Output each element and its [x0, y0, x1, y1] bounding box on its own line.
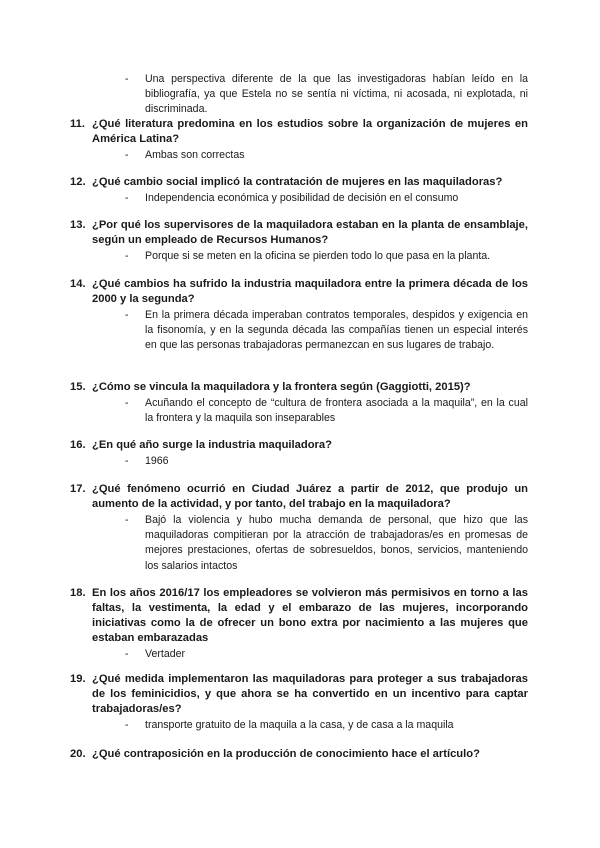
answer	[125, 249, 528, 264]
answer	[125, 454, 528, 469]
question-item-16	[0, 438, 600, 469]
question	[70, 380, 528, 395]
answer	[125, 148, 528, 163]
question-text: ¿Qué contraposición en la producción de conocimiento hace el artículo?	[92, 748, 480, 760]
answer	[125, 513, 528, 574]
question-item-18	[0, 586, 600, 662]
question-text: ¿Qué literatura predomina en los estudios sobre la organización de mujeres en América Latina?	[92, 118, 528, 145]
question	[70, 586, 528, 646]
bullet-dash: -	[125, 648, 129, 660]
question-text: ¿Por qué los supervisores de la maquiladora estaban en la planta de ensamblaje, según un empleado de Recursos Humanos?	[92, 219, 528, 246]
answer	[125, 308, 528, 354]
question-text: ¿Qué fenómeno ocurrió en Ciudad Juárez a partir de 2012, que produjo un aumento de la actividad, y por tanto, del trabajo en la maquiladora?	[92, 483, 528, 510]
question-item-14	[0, 277, 600, 354]
answer	[125, 647, 528, 662]
question-text: En los años 2016/17 los empleadores se volvieron más permisivos en torno a las faltas, la vestimenta, la edad y el embarazo de las mujeres, incorporando iniciativas como la de ofrecer un bono extra por nacimiento a las mujeres que estaban embarazadas	[92, 587, 528, 644]
bullet-dash: -	[125, 309, 129, 321]
question-number: 19.	[70, 673, 86, 685]
question-number: 20.	[70, 748, 86, 760]
question-item-17	[0, 482, 600, 574]
question-text: ¿Cómo se vincula la maquiladora y la frontera según (Gaggiotti, 2015)?	[92, 381, 471, 393]
bullet-dash: -	[125, 397, 129, 409]
question-number: 14.	[70, 278, 86, 290]
question-item-12	[0, 175, 600, 206]
bullet-dash: -	[125, 719, 129, 731]
answer-text: Acuñando el concepto de “cultura de frontera asociada a la maquila”, en la cual la frontera y la maquila son inseparables	[145, 397, 528, 425]
question-number: 15.	[70, 381, 86, 393]
answer	[125, 718, 528, 733]
bullet-dash: -	[125, 514, 129, 526]
answer-text: transporte gratuito de la maquila a la casa, y de casa a la maquila	[145, 719, 454, 731]
question	[70, 175, 528, 190]
question-number: 18.	[70, 587, 86, 599]
question	[70, 747, 528, 762]
question	[70, 277, 528, 307]
bullet-dash: -	[125, 250, 129, 262]
bullet-dash: -	[125, 455, 129, 467]
question	[70, 218, 528, 248]
bullet-dash: -	[125, 192, 129, 204]
question-text: ¿Qué cambios ha sufrido la industria maquiladora entre la primera década de los 2000 y la segunda?	[92, 278, 528, 305]
question-number: 11.	[70, 118, 85, 130]
answer-text: Bajó la violencia y hubo mucha demanda de personal, que hizo que las maquiladoras compitieran por la atracción de trabajadoras/es en promesas de mejores prestaciones, ofertas de sobresueldos, bonos, servicios, manteniendo los salarios intactos	[145, 514, 528, 572]
question-item-13	[0, 218, 600, 264]
question-number: 13.	[70, 219, 86, 231]
bullet-dash: -	[125, 73, 129, 85]
answer	[125, 72, 528, 118]
question-number: 17.	[70, 483, 86, 495]
question-text: ¿Qué medida implementaron las maquiladoras para proteger a sus trabajadoras de los feminicidios, y que ahora se ha convertido en un incentivo para captar trabajadoras/es?	[92, 673, 528, 715]
question	[70, 438, 528, 453]
question-item-11	[0, 117, 600, 163]
question-item-15	[0, 380, 600, 426]
question-item-19	[0, 672, 600, 733]
answer-text: Vertader	[145, 648, 186, 660]
question	[70, 672, 528, 717]
question-item-20	[0, 747, 600, 762]
answer	[125, 396, 528, 426]
bullet-dash: -	[125, 149, 129, 161]
answer-text: 1966	[145, 455, 169, 467]
item-10-continuation	[0, 71, 600, 118]
answer-text: Ambas son correctas	[145, 149, 245, 161]
answer	[125, 191, 528, 206]
question	[70, 482, 528, 512]
question	[70, 117, 528, 147]
answer-text: Independencia económica y posibilidad de decisión en el consumo	[145, 192, 459, 204]
question-text: ¿En qué año surge la industria maquiladora?	[92, 439, 332, 451]
question-text: ¿Qué cambio social implicó la contratación de mujeres en las maquiladoras?	[92, 176, 503, 188]
question-number: 16.	[70, 439, 86, 451]
answer-text: Una perspectiva diferente de la que las investigadoras habían leído en la bibliografía, ya que Estela no se sentía ni víctima, ni acosada, ni explotada, ni discriminada.	[145, 73, 528, 116]
answer-text: Porque si se meten en la oficina se pierden todo lo que pasa en la planta.	[145, 250, 491, 262]
answer-text: En la primera década imperaban contratos temporales, despidos y exigencia en la fisonomía, y en la segunda década las compañías tienen un especial interés en que las personas trabajadoras permanezcan en sus lugares de trabajo.	[145, 309, 528, 352]
question-number: 12.	[70, 176, 86, 188]
